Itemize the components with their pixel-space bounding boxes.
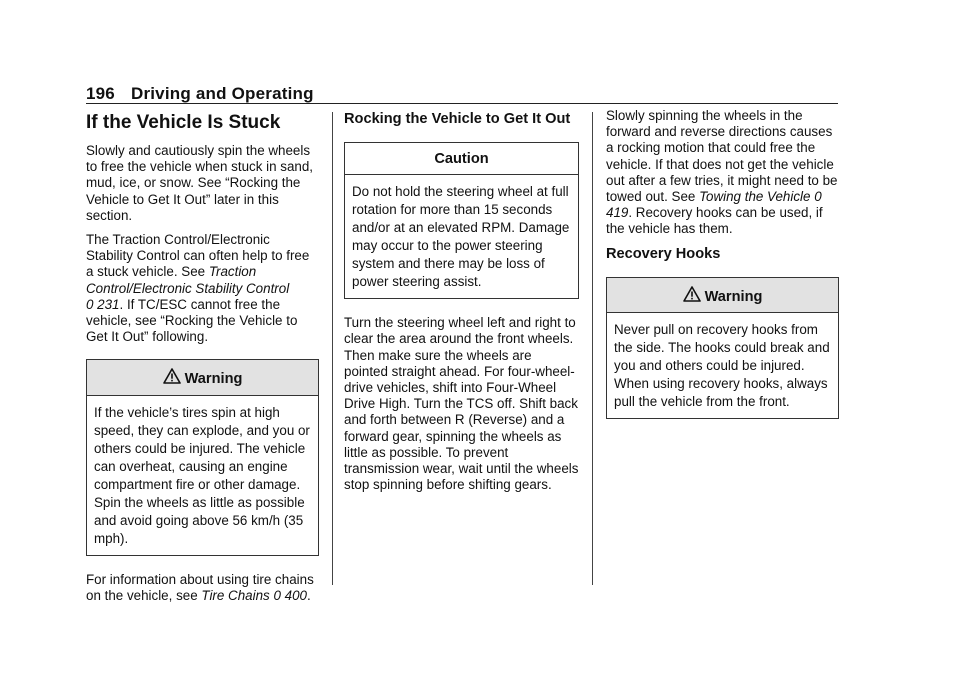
cross-reference-link[interactable]: Tire Chains bbox=[201, 587, 270, 603]
caution-text: Do not hold the steering wheel at full rotation for more than 15 seconds and/or at an elevated RPM. Damage may occur to the power steering system and there may be loss of power steering assist. bbox=[352, 184, 570, 290]
warning-title: Warning bbox=[184, 371, 243, 388]
section-heading: If the Vehicle Is Stuck bbox=[86, 112, 281, 133]
page-reference[interactable]: 0 400 bbox=[273, 587, 307, 603]
paragraph bbox=[86, 232, 319, 345]
warning-title: Warning bbox=[704, 288, 763, 305]
text-run: The Traction Control/Electronic Stability Control can often help to free a stuck vehicle. See bbox=[86, 232, 310, 280]
text-run: . bbox=[307, 587, 311, 603]
text-run: . Recovery hooks can be used, if the vehicle has them. bbox=[606, 205, 823, 237]
warning-triangle-icon bbox=[163, 368, 181, 384]
warning-header bbox=[607, 278, 838, 313]
section-heading: Recovery Hooks bbox=[606, 245, 721, 262]
column-2 bbox=[344, 108, 579, 501]
column-divider bbox=[592, 112, 593, 585]
paragraph bbox=[606, 108, 839, 238]
text-run: For information about using tire chains on the vehicle, see bbox=[86, 571, 314, 603]
page-reference[interactable]: 0 231 bbox=[86, 296, 120, 312]
warning-triangle-icon bbox=[683, 286, 701, 302]
page-reference[interactable]: 0 419 bbox=[606, 189, 822, 221]
warning-text: If the vehicle’s tires spin at high speed, they can explode, and you or others could be injured. The vehicle can overheat, causing an engine compartment fire or other damage. Spin the wheels as little as possible and avoid going above 56 km/h (35 mph). bbox=[94, 404, 310, 546]
paragraph: Slowly and cautiously spin the wheels to free the vehicle when stuck in sand, mud, ice, or snow. See “Rocking the Vehicle to Get It Out” later in this section. bbox=[86, 143, 314, 223]
warning-box bbox=[86, 359, 319, 555]
section-title: Driving and Operating bbox=[130, 84, 314, 103]
column-divider bbox=[332, 112, 333, 585]
page-header bbox=[86, 84, 314, 104]
column-3 bbox=[606, 108, 839, 435]
cross-reference-link[interactable]: Towing the Vehicle bbox=[699, 189, 811, 205]
page-number: 196 bbox=[86, 84, 115, 103]
warning-header bbox=[87, 360, 318, 395]
text-run: Slowly spinning the wheels in the forward and reverse directions causes a rocking motion that could free the vehicle. If that does not get the vehicle out after a few tries, it might need to be towed out. See bbox=[606, 108, 838, 205]
section-heading: Rocking the Vehicle to Get It Out bbox=[344, 111, 571, 127]
header-rule bbox=[86, 103, 838, 104]
text-run: . If TC/ESC cannot free the vehicle, see “Rocking the Vehicle to Get It Out” following. bbox=[86, 296, 298, 345]
caution-title: Caution bbox=[345, 143, 578, 175]
warning-text: Never pull on recovery hooks from the side. The hooks could break and you and others could be injured. When using recovery hooks, always pull the vehicle from the front. bbox=[614, 321, 830, 409]
paragraph: Turn the steering wheel left and right to clear the area around the front wheels. Then make sure the wheels are pointed straight ahead. For four-wheel-drive vehicles, shift into Four-Wheel Drive High. Turn the TCS off. Shift back and forth between R (Reverse) and a forward gear, spinning the wheels as little as possible. To prevent transmission wear, wait until the wheels stop spinning before shifting gears. bbox=[344, 315, 579, 493]
column-1 bbox=[86, 108, 319, 612]
paragraph bbox=[86, 572, 319, 604]
cross-reference-link[interactable]: Traction Control/Electronic Stability Control bbox=[86, 264, 290, 296]
warning-box bbox=[606, 277, 839, 419]
caution-box bbox=[344, 142, 579, 299]
